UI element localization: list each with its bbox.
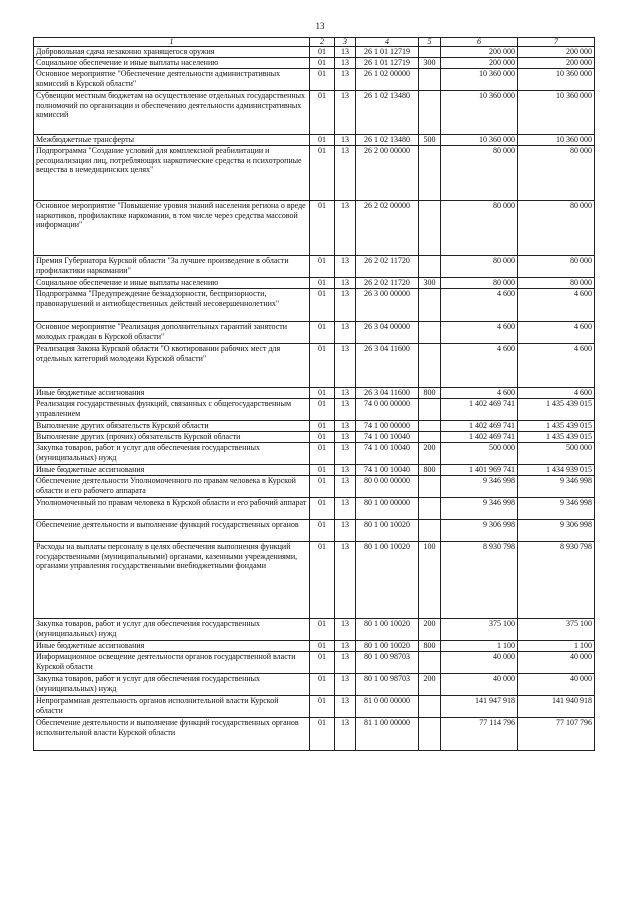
row-amount-year-1: 1 100 — [441, 641, 518, 652]
table-row — [34, 399, 595, 421]
row-section: 01 — [310, 641, 335, 652]
table-row — [34, 47, 595, 58]
row-name: Основное мероприятие "Обеспечение деятельности административных комиссий в Курской области" — [34, 69, 310, 91]
row-target-article: 80 1 00 10020 — [356, 542, 419, 619]
row-amount-year-2: 80 000 — [518, 278, 595, 289]
row-amount-year-1: 1 402 469 741 — [441, 421, 518, 432]
row-name: Выполнение других (прочих) обязательств Курской области — [34, 432, 310, 443]
table-row — [34, 278, 595, 289]
row-amount-year-1: 9 346 998 — [441, 476, 518, 498]
row-amount-year-2: 10 360 000 — [518, 69, 595, 91]
row-subsection: 13 — [335, 146, 356, 201]
row-name: Уполномоченный по правам человека в Курской области и его рабочий аппарат — [34, 498, 310, 520]
table-row — [34, 542, 595, 619]
row-amount-year-2: 10 360 000 — [518, 135, 595, 146]
row-amount-year-2: 141 940 918 — [518, 696, 595, 718]
header-cell-expense-type: 5 — [419, 38, 441, 47]
row-amount-year-1: 40 000 — [441, 652, 518, 674]
row-target-article: 26 1 02 00000 — [356, 69, 419, 91]
row-expense-type: 800 — [419, 641, 441, 652]
row-section: 01 — [310, 520, 335, 542]
row-subsection: 13 — [335, 432, 356, 443]
row-subsection: 13 — [335, 619, 356, 641]
row-amount-year-2: 500 000 — [518, 443, 595, 465]
row-subsection: 13 — [335, 443, 356, 465]
table-row — [34, 476, 595, 498]
table-row — [34, 465, 595, 476]
row-section: 01 — [310, 91, 335, 135]
row-name: Закупка товаров, работ и услуг для обеспечения государственных (муниципальных) нужд — [34, 674, 310, 696]
row-amount-year-2: 1 100 — [518, 641, 595, 652]
table-row — [34, 146, 595, 201]
row-amount-year-1: 10 360 000 — [441, 135, 518, 146]
row-expense-type — [419, 146, 441, 201]
row-name: Непрограммная деятельность органов исполнительной власти Курской области — [34, 696, 310, 718]
row-name: Обеспечение деятельности Уполномоченного по правам человека в Курской области и его рабочего аппарата — [34, 476, 310, 498]
table-row — [34, 322, 595, 344]
table-row — [34, 641, 595, 652]
row-amount-year-1: 10 360 000 — [441, 69, 518, 91]
table-row — [34, 443, 595, 465]
row-amount-year-2: 200 000 — [518, 58, 595, 69]
row-name: Подпрограмма "Предупреждение безнадзорности, беспризорности, правонарушений и антиобщественных действий несовершеннолетних" — [34, 289, 310, 322]
table-row — [34, 344, 595, 388]
row-subsection: 13 — [335, 322, 356, 344]
row-amount-year-2: 1 435 439 015 — [518, 432, 595, 443]
row-expense-type — [419, 256, 441, 278]
row-subsection: 13 — [335, 91, 356, 135]
row-section: 01 — [310, 718, 335, 751]
row-amount-year-2: 1 435 439 015 — [518, 421, 595, 432]
row-name: Информационное освещение деятельности органов государственной власти Курской области — [34, 652, 310, 674]
row-target-article: 26 1 01 12719 — [356, 58, 419, 69]
row-subsection: 13 — [335, 201, 356, 256]
row-amount-year-1: 80 000 — [441, 278, 518, 289]
row-amount-year-2: 4 600 — [518, 289, 595, 322]
row-amount-year-1: 4 600 — [441, 322, 518, 344]
row-section: 01 — [310, 465, 335, 476]
table-row — [34, 619, 595, 641]
row-expense-type — [419, 432, 441, 443]
header-cell-year-2: 7 — [518, 38, 595, 47]
row-expense-type — [419, 69, 441, 91]
row-amount-year-2: 80 000 — [518, 256, 595, 278]
row-name: Реализация государственных функций, связанных с общегосударственным управлением — [34, 399, 310, 421]
row-subsection: 13 — [335, 58, 356, 69]
row-subsection: 13 — [335, 421, 356, 432]
row-expense-type — [419, 718, 441, 751]
row-section: 01 — [310, 69, 335, 91]
row-amount-year-1: 40 000 — [441, 674, 518, 696]
row-subsection: 13 — [335, 388, 356, 399]
row-expense-type: 200 — [419, 443, 441, 465]
row-name: Выполнение других обязательств Курской области — [34, 421, 310, 432]
row-amount-year-1: 4 600 — [441, 344, 518, 388]
row-amount-year-2: 9 346 998 — [518, 498, 595, 520]
table-row — [34, 432, 595, 443]
row-amount-year-2: 77 107 796 — [518, 718, 595, 751]
row-amount-year-2: 4 600 — [518, 322, 595, 344]
header-cell-section: 2 — [310, 38, 335, 47]
header-cell-name: 1 — [34, 38, 310, 47]
row-section: 01 — [310, 201, 335, 256]
row-subsection: 13 — [335, 476, 356, 498]
row-target-article: 80 1 00 10020 — [356, 619, 419, 641]
row-name: Реализация Закона Курской области "О квотировании рабочих мест для отдельных категорий молодежи Курской области" — [34, 344, 310, 388]
row-target-article: 26 1 01 12719 — [356, 47, 419, 58]
row-expense-type — [419, 91, 441, 135]
row-expense-type — [419, 476, 441, 498]
row-amount-year-2: 375 100 — [518, 619, 595, 641]
row-expense-type: 500 — [419, 135, 441, 146]
row-subsection: 13 — [335, 652, 356, 674]
row-subsection: 13 — [335, 47, 356, 58]
row-amount-year-2: 4 600 — [518, 344, 595, 388]
row-target-article: 26 3 04 11600 — [356, 388, 419, 399]
row-section: 01 — [310, 47, 335, 58]
row-expense-type — [419, 498, 441, 520]
row-amount-year-1: 8 930 798 — [441, 542, 518, 619]
row-section: 01 — [310, 432, 335, 443]
row-name: Субвенции местным бюджетам на осуществление отдельных государственных полномочий по организации и обеспечению деятельности административных комиссий — [34, 91, 310, 135]
row-section: 01 — [310, 399, 335, 421]
row-target-article: 26 2 00 00000 — [356, 146, 419, 201]
row-target-article: 26 1 02 13480 — [356, 91, 419, 135]
row-target-article: 74 1 00 10040 — [356, 465, 419, 476]
row-section: 01 — [310, 652, 335, 674]
table-row — [34, 674, 595, 696]
table-row — [34, 388, 595, 399]
row-amount-year-2: 1 435 439 015 — [518, 399, 595, 421]
table-row — [34, 421, 595, 432]
row-expense-type — [419, 322, 441, 344]
row-amount-year-2: 9 346 998 — [518, 476, 595, 498]
row-target-article: 26 2 02 00000 — [356, 201, 419, 256]
header-cell-target-article: 4 — [356, 38, 419, 47]
row-expense-type — [419, 201, 441, 256]
row-section: 01 — [310, 619, 335, 641]
row-name: Основное мероприятие "Повышение уровня знаний населения региона о вреде наркотиков, профилактике наркомании, в том числе через средства массовой информации" — [34, 201, 310, 256]
row-name: Закупка товаров, работ и услуг для обеспечения государственных (муниципальных) нужд — [34, 619, 310, 641]
row-name: Подпрограмма "Создание условий для комплексной реабилитации и ресоциализации лиц, потребляющих наркотические средства и психотропные вещества в немедицинских целях" — [34, 146, 310, 201]
row-amount-year-1: 141 947 918 — [441, 696, 518, 718]
row-amount-year-2: 4 600 — [518, 388, 595, 399]
row-amount-year-2: 200 000 — [518, 47, 595, 58]
row-name: Обеспечение деятельности и выполнение функций государственных органов исполнительной власти Курской области — [34, 718, 310, 751]
row-name: Социальное обеспечение и иные выплаты населению — [34, 278, 310, 289]
row-section: 01 — [310, 476, 335, 498]
row-section: 01 — [310, 542, 335, 619]
row-target-article: 80 1 00 98703 — [356, 674, 419, 696]
row-name: Премия Губернатора Курской области "За лучшее произведение в области профилактики наркомании" — [34, 256, 310, 278]
row-expense-type — [419, 47, 441, 58]
row-target-article: 80 1 00 98703 — [356, 652, 419, 674]
row-amount-year-1: 1 401 969 741 — [441, 465, 518, 476]
table-body — [34, 38, 595, 751]
table-row — [34, 520, 595, 542]
row-amount-year-2: 80 000 — [518, 146, 595, 201]
row-expense-type: 300 — [419, 58, 441, 69]
row-target-article: 26 3 00 00000 — [356, 289, 419, 322]
row-section: 01 — [310, 58, 335, 69]
row-subsection: 13 — [335, 465, 356, 476]
row-expense-type — [419, 289, 441, 322]
row-section: 01 — [310, 443, 335, 465]
row-expense-type — [419, 399, 441, 421]
row-amount-year-1: 500 000 — [441, 443, 518, 465]
row-target-article: 74 0 00 00000 — [356, 399, 419, 421]
row-amount-year-1: 9 346 998 — [441, 498, 518, 520]
row-amount-year-1: 1 402 469 741 — [441, 432, 518, 443]
row-expense-type: 200 — [419, 674, 441, 696]
row-section: 01 — [310, 421, 335, 432]
row-amount-year-1: 4 600 — [441, 289, 518, 322]
row-name: Иные бюджетные ассигнования — [34, 465, 310, 476]
table-row — [34, 652, 595, 674]
row-target-article: 81 1 00 00000 — [356, 718, 419, 751]
row-subsection: 13 — [335, 542, 356, 619]
row-target-article: 26 3 04 11600 — [356, 344, 419, 388]
row-target-article: 74 1 00 10040 — [356, 443, 419, 465]
row-amount-year-1: 10 360 000 — [441, 91, 518, 135]
row-target-article: 26 3 04 00000 — [356, 322, 419, 344]
table-row — [34, 696, 595, 718]
row-expense-type — [419, 344, 441, 388]
row-target-article: 74 1 00 00000 — [356, 421, 419, 432]
row-amount-year-1: 80 000 — [441, 256, 518, 278]
row-section: 01 — [310, 388, 335, 399]
row-expense-type: 800 — [419, 465, 441, 476]
row-name: Основное мероприятие "Реализация дополнительных гарантий занятости молодых граждан в Курской области" — [34, 322, 310, 344]
table-row — [34, 58, 595, 69]
budget-table — [33, 37, 595, 751]
row-amount-year-2: 8 930 798 — [518, 542, 595, 619]
row-subsection: 13 — [335, 278, 356, 289]
page-number: 13 — [315, 21, 325, 31]
row-target-article: 74 1 00 10040 — [356, 432, 419, 443]
row-target-article: 26 2 02 11720 — [356, 278, 419, 289]
row-section: 01 — [310, 696, 335, 718]
row-subsection: 13 — [335, 641, 356, 652]
row-section: 01 — [310, 498, 335, 520]
row-amount-year-1: 80 000 — [441, 201, 518, 256]
table-row — [34, 289, 595, 322]
row-subsection: 13 — [335, 498, 356, 520]
row-subsection: 13 — [335, 69, 356, 91]
row-expense-type — [419, 520, 441, 542]
row-name: Обеспечение деятельности и выполнение функций государственных органов — [34, 520, 310, 542]
row-expense-type — [419, 421, 441, 432]
row-target-article: 80 0 00 00000 — [356, 476, 419, 498]
table-row — [34, 135, 595, 146]
row-subsection: 13 — [335, 718, 356, 751]
row-target-article: 80 1 00 00000 — [356, 498, 419, 520]
table-row — [34, 69, 595, 91]
row-subsection: 13 — [335, 399, 356, 421]
row-target-article: 26 1 02 13480 — [356, 135, 419, 146]
table-row — [34, 718, 595, 751]
row-name: Межбюджетные трансферты — [34, 135, 310, 146]
row-name: Иные бюджетные ассигнования — [34, 641, 310, 652]
table-row — [34, 256, 595, 278]
row-name: Закупка товаров, работ и услуг для обеспечения государственных (муниципальных) нужд — [34, 443, 310, 465]
row-subsection: 13 — [335, 344, 356, 388]
row-amount-year-2: 1 434 939 015 — [518, 465, 595, 476]
row-expense-type: 100 — [419, 542, 441, 619]
table-row — [34, 498, 595, 520]
row-amount-year-2: 80 000 — [518, 201, 595, 256]
row-expense-type — [419, 696, 441, 718]
row-target-article: 80 1 00 10020 — [356, 641, 419, 652]
row-amount-year-1: 4 600 — [441, 388, 518, 399]
row-amount-year-1: 200 000 — [441, 58, 518, 69]
row-amount-year-2: 40 000 — [518, 652, 595, 674]
row-subsection: 13 — [335, 135, 356, 146]
header-cell-year-1: 6 — [441, 38, 518, 47]
row-expense-type: 300 — [419, 278, 441, 289]
row-section: 01 — [310, 135, 335, 146]
row-expense-type: 800 — [419, 388, 441, 399]
header-row — [34, 38, 595, 47]
table-row — [34, 91, 595, 135]
row-subsection: 13 — [335, 674, 356, 696]
row-name: Добровольная сдача незаконно хранящегося оружия — [34, 47, 310, 58]
row-name: Социальное обеспечение и иные выплаты населению — [34, 58, 310, 69]
row-subsection: 13 — [335, 289, 356, 322]
row-name: Иные бюджетные ассигнования — [34, 388, 310, 399]
row-target-article: 80 1 00 10020 — [356, 520, 419, 542]
row-section: 01 — [310, 322, 335, 344]
row-amount-year-2: 40 000 — [518, 674, 595, 696]
row-amount-year-1: 80 000 — [441, 146, 518, 201]
row-section: 01 — [310, 146, 335, 201]
row-amount-year-1: 375 100 — [441, 619, 518, 641]
table-row — [34, 201, 595, 256]
row-amount-year-1: 1 402 469 741 — [441, 399, 518, 421]
row-name: Расходы на выплаты персоналу в целях обеспечения выполнения функций государственными (муниципальными) органами, казенными учреждениями, органами управления государственными внебюджетными фондами — [34, 542, 310, 619]
row-amount-year-1: 9 306 998 — [441, 520, 518, 542]
header-cell-subsection: 3 — [335, 38, 356, 47]
row-section: 01 — [310, 289, 335, 322]
row-amount-year-1: 77 114 796 — [441, 718, 518, 751]
row-amount-year-2: 9 306 998 — [518, 520, 595, 542]
row-subsection: 13 — [335, 256, 356, 278]
row-target-article: 81 0 00 00000 — [356, 696, 419, 718]
row-subsection: 13 — [335, 696, 356, 718]
row-section: 01 — [310, 256, 335, 278]
row-section: 01 — [310, 278, 335, 289]
row-section: 01 — [310, 674, 335, 696]
row-amount-year-2: 10 360 000 — [518, 91, 595, 135]
row-target-article: 26 2 02 11720 — [356, 256, 419, 278]
row-subsection: 13 — [335, 520, 356, 542]
row-amount-year-1: 200 000 — [441, 47, 518, 58]
row-section: 01 — [310, 344, 335, 388]
row-expense-type — [419, 652, 441, 674]
row-expense-type: 200 — [419, 619, 441, 641]
